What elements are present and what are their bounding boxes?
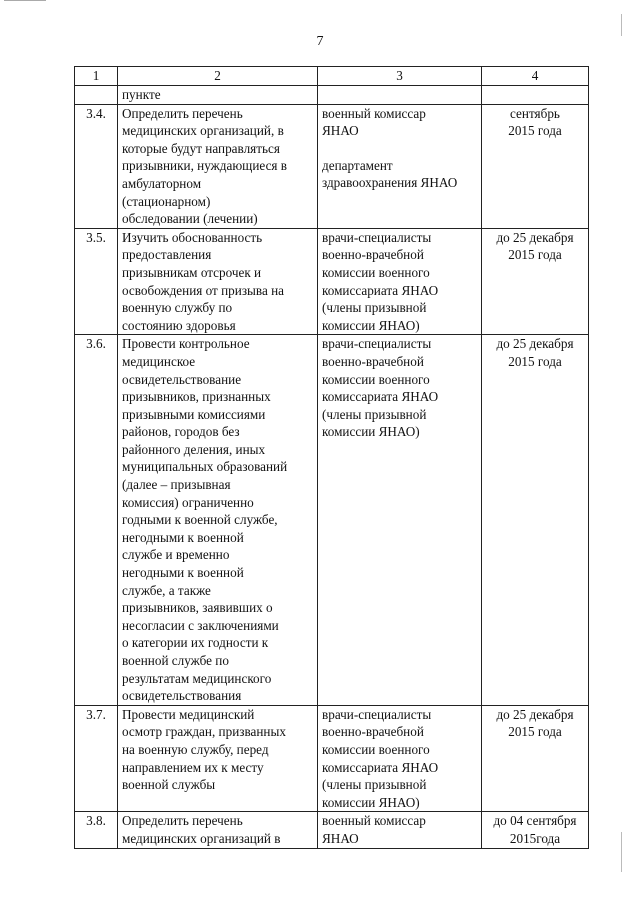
task-line: медицинское xyxy=(122,353,196,369)
executor-line: комиссариата ЯНАО xyxy=(322,282,439,298)
task-line: предоставления xyxy=(122,247,212,263)
due-line: 2015 года xyxy=(508,247,562,263)
item-number: 3.4. xyxy=(75,104,118,228)
task-line: негодными к военной xyxy=(122,565,244,581)
task-line: (далее – призывная xyxy=(122,477,231,493)
task-line: результатам медицинского xyxy=(122,670,272,686)
task-line: годными к военной службе, xyxy=(122,512,278,528)
executor-line: здравоохранения ЯНАО xyxy=(322,175,458,191)
task-cell xyxy=(118,104,318,228)
task-line: военной службы xyxy=(122,777,216,793)
task-line: призывников, признанных xyxy=(122,389,271,405)
task-line: Провести контрольное xyxy=(122,336,250,352)
task-line: на военную службу, перед xyxy=(122,741,269,757)
executor-line: комиссии военного xyxy=(322,264,430,280)
task-line: службе, а также xyxy=(122,582,211,598)
table-row xyxy=(75,705,589,812)
due-line: 2015 года xyxy=(508,353,562,369)
task-line: медицинских организаций в xyxy=(122,830,281,846)
due-line: до 25 декабря xyxy=(496,229,574,245)
scan-edge-mark xyxy=(4,0,46,4)
task-line: медицинских организаций, в xyxy=(122,123,284,139)
continuation-due xyxy=(482,86,589,105)
due-line: сентябрь xyxy=(510,105,560,121)
due-cell xyxy=(482,104,589,228)
due-cell xyxy=(482,812,589,848)
executor-line: комиссии ЯНАО) xyxy=(322,424,420,440)
continuation-num xyxy=(75,86,118,105)
task-line: Определить перечень xyxy=(122,105,243,121)
task-line: призывникам отсрочек и xyxy=(122,264,262,280)
task-line: военной службе по xyxy=(122,653,229,668)
task-line: Изучить обоснованность xyxy=(122,229,263,245)
task-line: которые будут направляться xyxy=(122,140,280,156)
continuation-row xyxy=(75,86,589,105)
executor-line: комиссии ЯНАО) xyxy=(322,794,420,810)
executor-line: (члены призывной xyxy=(322,300,427,316)
scan-edge-mark-right-top xyxy=(621,14,622,36)
plan-table xyxy=(74,66,589,849)
task-line: осмотр граждан, призванных xyxy=(122,724,286,740)
executor-cell xyxy=(318,335,482,705)
task-line: призывников, заявивших о xyxy=(122,600,273,616)
page-number: 7 xyxy=(316,34,324,49)
table-header-row xyxy=(75,67,589,86)
executor-line: врачи-специалисты xyxy=(322,706,432,722)
item-number: 3.8. xyxy=(75,812,118,848)
executor-line: военно-врачебной xyxy=(322,247,424,263)
executor-line: военно-врачебной xyxy=(322,724,424,740)
task-line: муниципальных образований xyxy=(122,459,288,475)
task-cell xyxy=(118,335,318,705)
task-line: о категории их годности к xyxy=(122,635,269,651)
executor-cell xyxy=(318,228,482,335)
executor-gap xyxy=(322,140,477,157)
task-line: освобождения от призыва на xyxy=(122,282,285,298)
executor-cell xyxy=(318,812,482,848)
table-row xyxy=(75,228,589,335)
task-line: призывники, нуждающиеся в xyxy=(122,158,288,174)
executor-line: комиссариата ЯНАО xyxy=(322,389,439,405)
task-line: комиссия) ограниченно xyxy=(122,494,254,510)
task-line: службе и временно xyxy=(122,547,230,563)
table-row xyxy=(75,812,589,848)
task-line: призывными комиссиями xyxy=(122,406,266,422)
due-line: 2015 года xyxy=(508,724,562,740)
executor-line: комиссариата ЯНАО xyxy=(322,759,439,775)
task-cell xyxy=(118,705,318,812)
column-header-2: 2 xyxy=(118,67,318,86)
due-line: до 04 сентября xyxy=(493,813,577,829)
due-line: 2015 года xyxy=(508,123,562,139)
task-line: районов, городов без xyxy=(122,424,240,440)
executor-line: врачи-специалисты xyxy=(322,229,432,245)
due-cell xyxy=(482,335,589,705)
executor-line: ЯНАО xyxy=(322,123,359,139)
task-line: (стационарном) xyxy=(122,193,211,209)
executor-line: военно-врачебной xyxy=(322,353,424,369)
task-line: амбулаторном xyxy=(122,175,202,191)
task-cell xyxy=(118,228,318,335)
executor-cell xyxy=(318,705,482,812)
table-row xyxy=(75,104,589,228)
task-cell xyxy=(118,812,318,848)
executor-line: комиссии военного xyxy=(322,371,430,387)
scan-edge-mark-right-bottom xyxy=(621,832,622,872)
task-line: военную службу по xyxy=(122,300,233,316)
task-line: негодными к военной xyxy=(122,529,244,545)
task-line: освидетельствования xyxy=(122,688,242,704)
column-header-3: 3 xyxy=(318,67,482,86)
executor-line: комиссии военного xyxy=(322,741,430,757)
column-header-1: 1 xyxy=(75,67,118,86)
task-line: Определить перечень xyxy=(122,813,243,829)
item-number: 3.5. xyxy=(75,228,118,335)
due-cell xyxy=(482,228,589,335)
due-line: до 25 декабря xyxy=(496,706,574,722)
task-line: несогласии с заключениями xyxy=(122,617,279,633)
task-line: освидетельствование xyxy=(122,371,242,387)
table-row xyxy=(75,335,589,705)
executor-line: военный комиссар xyxy=(322,813,426,829)
executor-line: департамент xyxy=(322,157,393,173)
column-header-4: 4 xyxy=(482,67,589,86)
executor-cell xyxy=(318,104,482,228)
task-line: районного деления, иных xyxy=(122,441,266,457)
task-line: состоянию здоровья xyxy=(122,317,236,333)
item-number: 3.7. xyxy=(75,705,118,812)
due-line: 2015года xyxy=(509,830,561,846)
due-cell xyxy=(482,705,589,812)
executor-line: (члены призывной xyxy=(322,777,427,793)
executor-line: комиссии ЯНАО) xyxy=(322,317,420,333)
continuation-exec xyxy=(318,86,482,105)
executor-line: врачи-специалисты xyxy=(322,336,432,352)
task-line: направлением их к месту xyxy=(122,759,264,775)
task-line: обследовании (лечении) xyxy=(122,211,258,227)
executor-line: военный комиссар xyxy=(322,105,426,121)
task-line: Провести медицинский xyxy=(122,706,255,722)
executor-line: ЯНАО xyxy=(322,830,359,846)
executor-line: (члены призывной xyxy=(322,406,427,422)
continuation-text: пункте xyxy=(118,86,318,105)
item-number: 3.6. xyxy=(75,335,118,705)
due-line: до 25 декабря xyxy=(496,336,574,352)
